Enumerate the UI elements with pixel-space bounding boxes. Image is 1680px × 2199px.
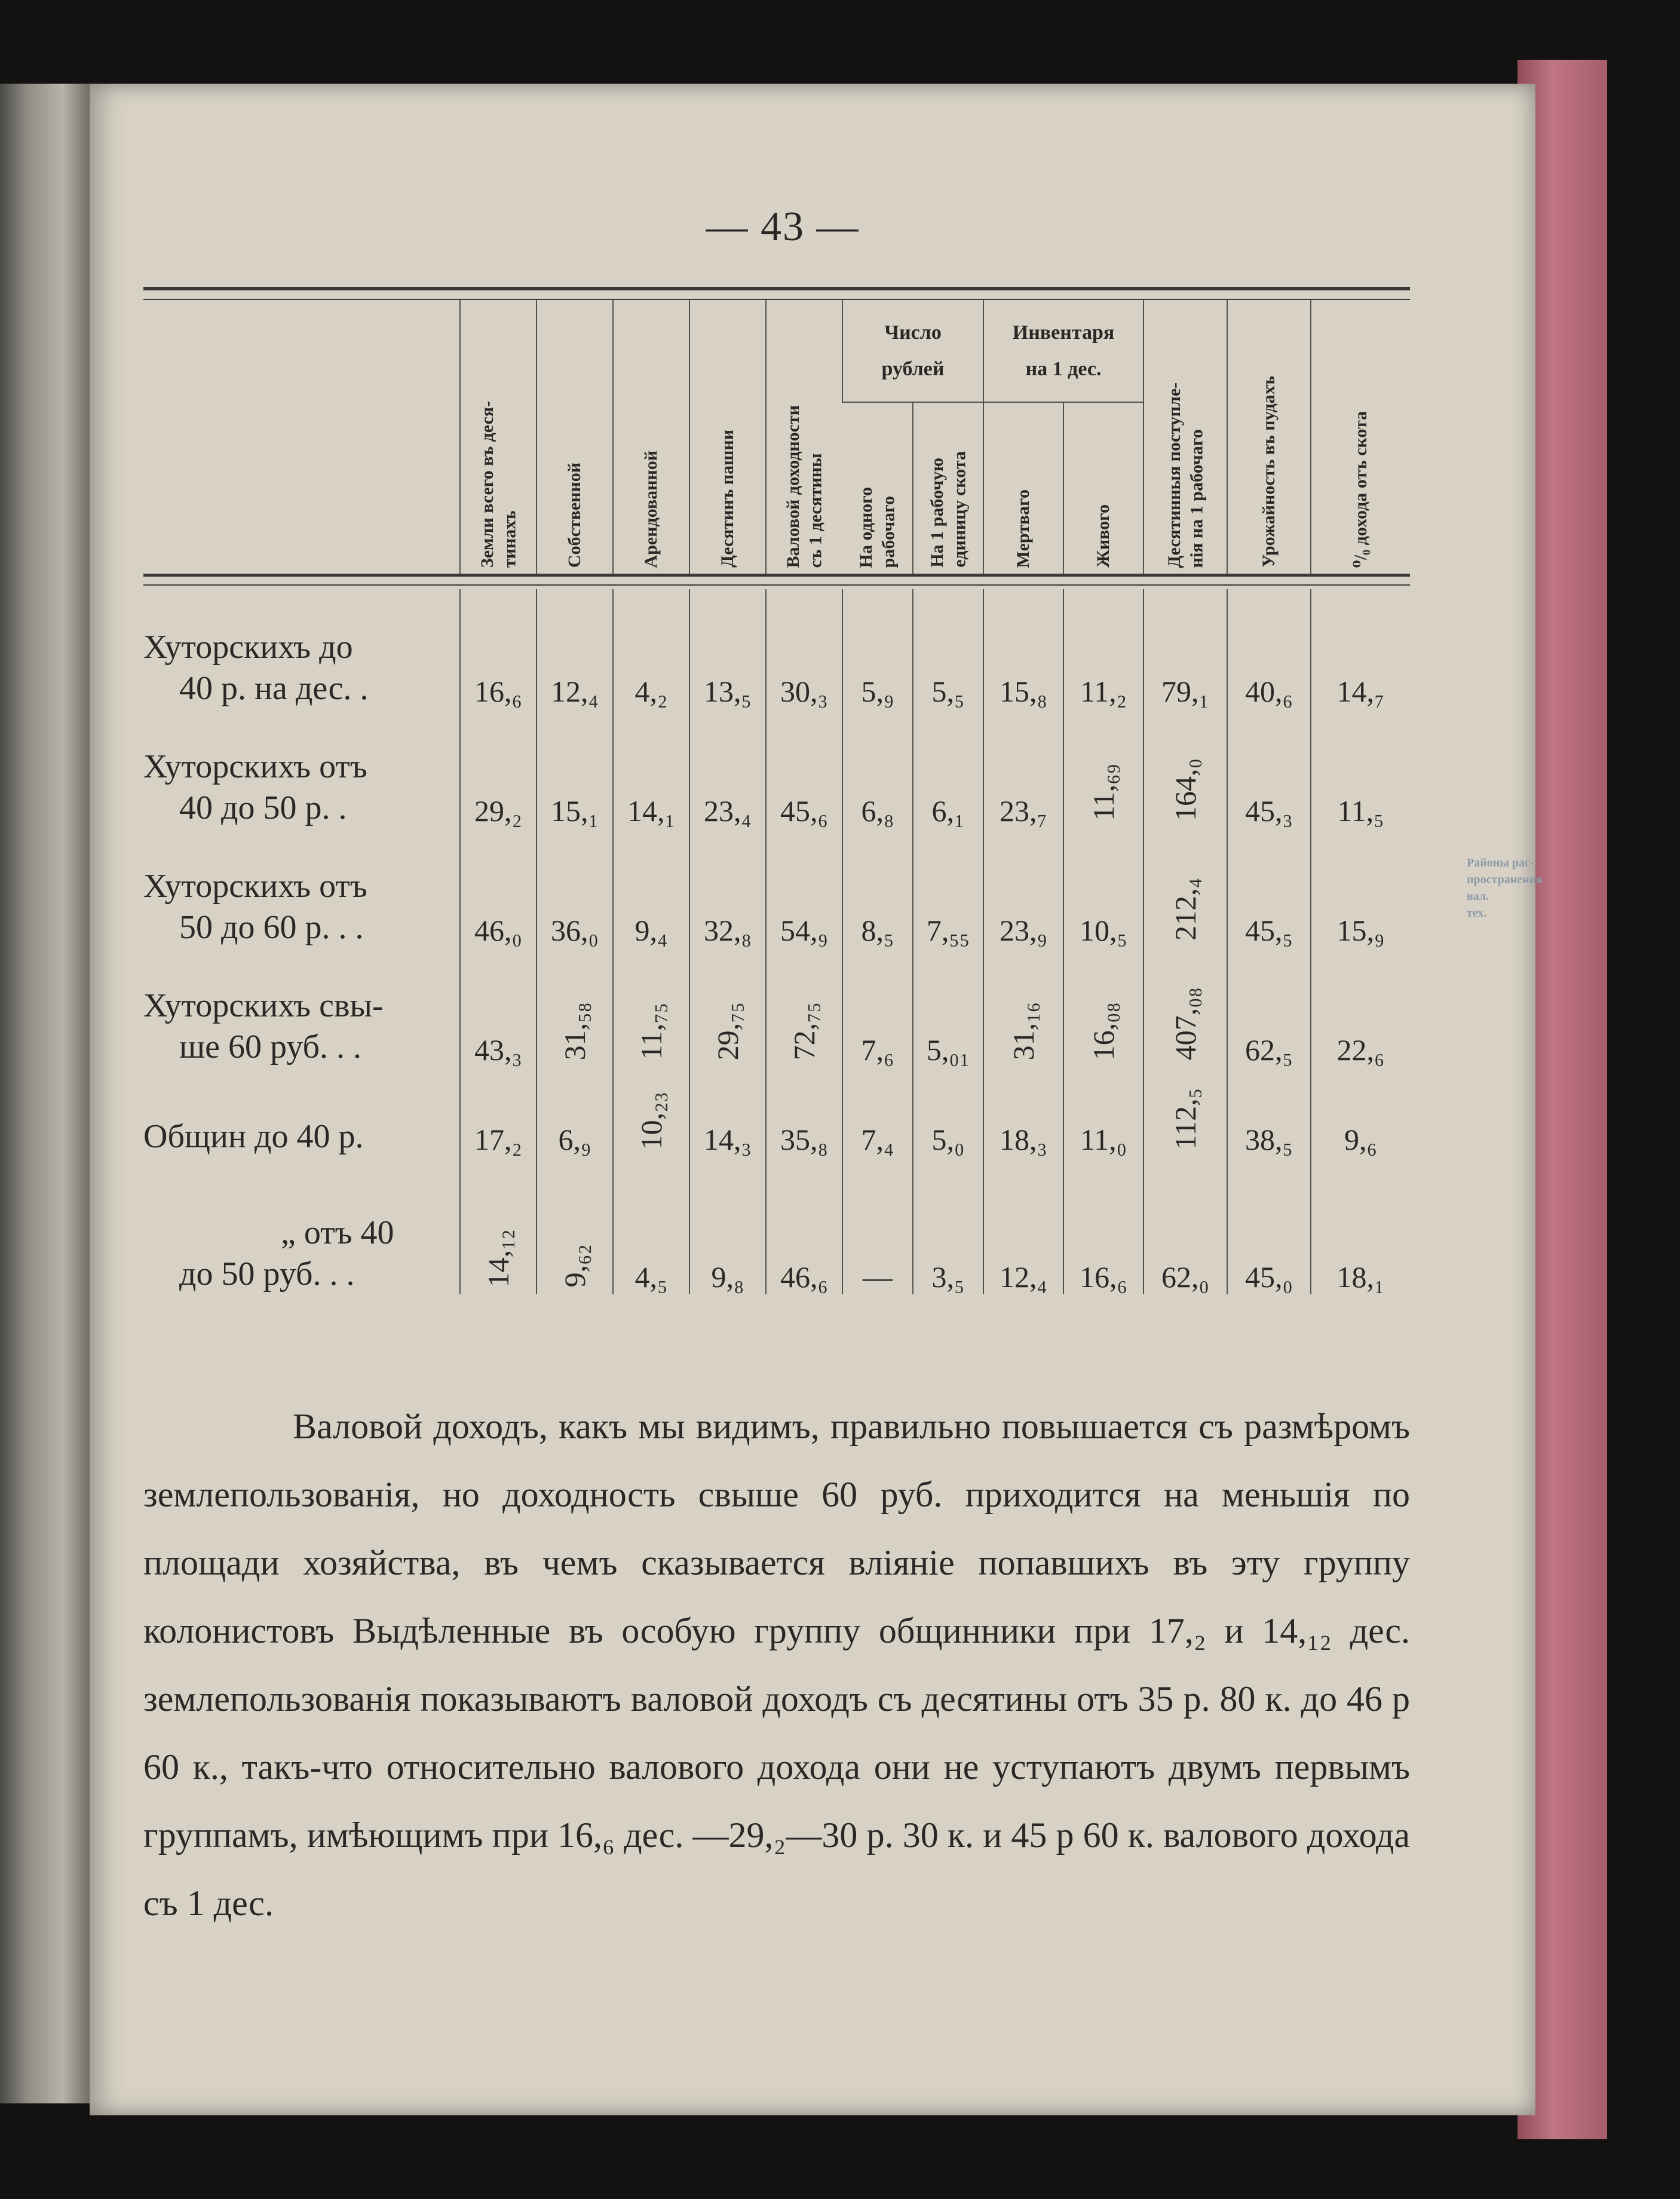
table-header-rule [143,574,1410,577]
table-cell [1143,1067,1227,1157]
header-live-inventory: Живого [1063,402,1143,574]
cell-value: — [863,1260,893,1294]
row-label-line: ше 60 руб. . . [179,1028,361,1065]
table-top-rule [143,287,1410,290]
table-cell [1063,709,1143,828]
table-cell [913,709,983,828]
row-label-line: 40 до 50 р. . [179,789,347,826]
row-label-line: Хуторскихъ свы- [143,987,384,1025]
cell-value: 14,₁ [627,794,675,828]
page-number: — 43 — [706,204,860,250]
table-cell [1143,709,1227,828]
cell-value: 22,₆ [1336,1033,1385,1067]
cell-value: 32,₈ [704,914,752,947]
table-cell [1227,1157,1311,1294]
table-cell [537,709,613,828]
table-cell [983,1157,1063,1294]
table-cell [983,589,1063,709]
table-cell [842,589,913,709]
cell-value: 23,₄ [704,794,752,828]
row-label-line: „ отъ 40 [281,1214,394,1252]
cell-value: 38,₅ [1245,1123,1293,1156]
cell-value: 9,₈ [711,1260,744,1294]
header-per-livestock-unit: На 1 рабочую единицу скота [913,402,983,574]
cell-value: 10,₅ [1080,914,1127,947]
header-livestock-income: ⁰/₀ дохода отъ скота [1311,300,1410,574]
header-gross-income: Валовой доходности съ 1 десятины [766,300,842,574]
table-cell [766,1067,842,1157]
cell-value: 4,₅ [634,1260,668,1294]
cell-value: 30,₃ [780,675,828,708]
table-cell [613,589,689,709]
table-cell [913,948,983,1067]
row-label-line: 50 до 60 р. . . [179,908,364,946]
cell-value: 5,₀ [931,1123,965,1156]
header-dead-inventory: Мертваго [983,402,1063,574]
table-cell [689,1067,766,1157]
table-cell [983,948,1063,1067]
cell-value: 54,₉ [780,914,828,947]
header-group-inventory: Инвентаря на 1 дес. [983,300,1143,402]
table-cell [1311,1157,1410,1294]
table-cell [983,828,1063,948]
cell-value: 16,₆ [1080,1260,1127,1294]
table-cell [460,589,537,709]
table-cell [842,709,913,828]
margin-note: Районы рас- пространения вал. тех. [1467,856,1543,920]
header-rented-land: Арендованной [613,300,689,574]
cell-value: 164,₀ [1169,758,1203,821]
body-paragraph: Валовой доходъ, какъ мы видимъ, правильно повышается съ размѣромъ землепользованія, но доходность свыше 60 руб. приходится на меньшія по площади хозяйства, въ чемъ сказывается вліяніе попавшихъ въ эту группу колонистовъ Выдѣленные въ особую группу общинники при 17,₂ и 14,₁₂ дес. землепользованія показываютъ валовой доходъ съ десятины отъ 35 р. 80 к. до 46 р 60 к., такъ-что относительно валового дохода они не уступаютъ двумъ первымъ группамъ, имѣющимъ при 16,₆ дес. —29,₂—30 р. 30 к. и 45 р 60 к. валового дохода съ 1 дес. [143,1407,1410,1923]
cell-value: 72,₇₅ [787,1002,821,1060]
table-cell [1227,948,1311,1067]
header-own-land: Собственной [537,300,613,574]
table-cell [537,948,613,1067]
table-cell [983,709,1063,828]
table-cell [689,828,766,948]
row-label-line: до 50 руб. . . [179,1255,355,1293]
table-cell [460,1157,537,1294]
cell-value: 45,₅ [1245,914,1293,947]
table-cell [613,1157,689,1294]
header-total-land: Земли всего въ деся- тинахъ [460,300,537,574]
table-cell [1311,828,1410,948]
table-cell [1063,948,1143,1067]
table-row [143,589,1410,709]
table-cell [537,828,613,948]
cell-value: 9,₆ [1344,1123,1377,1156]
table-cell [613,948,689,1067]
cell-value: 45,₀ [1245,1260,1293,1294]
cell-value: 12,₄ [551,675,599,708]
cell-value: 9,₄ [634,914,668,947]
table-cell [913,828,983,948]
cell-value: 13,₅ [704,675,752,708]
cell-value: 5,₅ [931,675,965,708]
cell-value: 407,₀₈ [1169,987,1203,1060]
cell-value: 9,₆₂ [558,1244,591,1287]
row-label [143,1157,460,1294]
table-row [143,828,1410,948]
row-label [143,948,460,1067]
table-cell [460,828,537,948]
cell-value: 212,₄ [1169,878,1203,941]
table-cell [842,828,913,948]
table-row [143,709,1410,828]
header-group-rubles: Число рублей [842,300,983,402]
cell-value: 14,₁₂ [482,1229,515,1287]
table-cell [689,1157,766,1294]
cell-value: 4,₂ [634,675,668,708]
table-cell [842,1067,913,1157]
table-row [143,948,1410,1067]
cell-value: 11,₂ [1080,675,1127,708]
statistics-table [143,300,1410,1294]
cell-value: 45,₆ [780,794,828,828]
cell-value: 45,₃ [1245,794,1293,828]
header-tithe-receipts: Десятинныя поступле- нія на 1 рабочаго [1143,300,1227,574]
table-cell [913,589,983,709]
table-cell [537,1157,613,1294]
cell-value: 46,₆ [780,1260,828,1294]
table-row [143,1067,1410,1157]
table-cell [913,1067,983,1157]
table-cell [1063,828,1143,948]
row-label [143,1067,460,1157]
cell-value: 31,₅₈ [558,1002,591,1060]
table-cell [766,1157,842,1294]
row-label-line: Хуторскихъ отъ [143,748,367,786]
cell-value: 16,₀₈ [1087,1002,1121,1060]
table-cell [766,948,842,1067]
header-per-worker: На одного рабочаго [856,486,899,568]
row-label-line: Общин до 40 р. [143,1117,364,1155]
table-cell [842,1157,913,1294]
cell-value: 5,₀₁ [926,1033,970,1067]
cell-value: 11,₆₉ [1087,764,1121,821]
cell-value: 14,₃ [704,1123,752,1156]
table-cell [842,948,913,1067]
table-row [143,1157,1410,1294]
table-cell [1063,1157,1143,1294]
cell-value: 36,₀ [551,914,599,947]
table-cell [1227,709,1311,828]
table-cell [1227,589,1311,709]
table-cell [1143,828,1227,948]
row-label [143,828,460,948]
cell-value: 12,₄ [1000,1260,1047,1294]
cell-value: 23,₇ [1000,794,1047,828]
table-cell [1063,589,1143,709]
cell-value: 6,₁ [931,794,965,828]
cell-value: 11,₅ [1337,794,1384,828]
table-cell [1227,1067,1311,1157]
table-cell [1311,589,1410,709]
cell-value: 3,₅ [931,1260,965,1294]
row-label [143,589,460,709]
cell-value: 11,₀ [1080,1123,1127,1156]
table-cell [1143,948,1227,1067]
cell-value: 18,₁ [1336,1260,1385,1294]
cell-value: 79,₁ [1161,675,1209,708]
cell-value: 29,₂ [474,794,522,828]
table-header [143,300,1410,589]
cell-value: 18,₃ [1000,1123,1047,1156]
table-cell [689,589,766,709]
cell-value: 17,₂ [474,1123,522,1156]
table-cell [1227,828,1311,948]
cell-value: 11,₇₅ [634,1003,668,1060]
cell-value: 35,₈ [780,1123,828,1156]
table-cell [460,709,537,828]
table-cell [537,1067,613,1157]
cell-value: 10,₂₃ [634,1091,668,1150]
header-arable-land: Десятинъ пашни [689,300,766,574]
cell-value: 40,₆ [1245,675,1293,708]
cell-value: 5,₉ [861,675,894,708]
header-yield: Урожайность въ пудахъ [1227,300,1311,574]
cell-value: 112,₅ [1169,1088,1203,1150]
table-cell [1311,948,1410,1067]
cell-value: 6,₈ [861,794,894,828]
cell-value: 7,₆ [861,1033,894,1067]
table-cell [766,709,842,828]
row-label [143,709,460,828]
table-cell [1311,1067,1410,1157]
table-cell [613,828,689,948]
table-cell [1063,1067,1143,1157]
table-cell [460,1067,537,1157]
cell-value: 15,₁ [551,794,599,828]
table-cell [613,1067,689,1157]
row-label-line: 40 р. на дес. . [179,669,369,707]
table-cell [1311,709,1410,828]
book-page [90,84,1543,2115]
table-cell [766,589,842,709]
cell-value: 43,₃ [474,1033,522,1067]
left-page-edge [0,84,90,2103]
cell-value: 46,₀ [474,914,522,947]
row-label-line: Хуторскихъ отъ [143,868,367,905]
cell-value: 29,₇₅ [711,1002,744,1060]
cell-value: 7,₄ [861,1123,894,1156]
cell-value: 31,₁₆ [1007,1002,1041,1060]
row-label-line: Хуторскихъ до [143,629,353,666]
table-header-rule-thin [143,584,1410,586]
cell-value: 7,₅₅ [926,914,970,947]
table-cell [689,948,766,1067]
table-cell [689,709,766,828]
table-cell [613,709,689,828]
cell-value: 15,₈ [1000,675,1047,708]
table-cell [983,1067,1063,1157]
header-row-label-spacer [143,300,460,574]
cell-value: 62,₀ [1161,1260,1209,1294]
cell-value: 62,₅ [1245,1033,1293,1067]
cell-value: 14,₇ [1336,675,1385,708]
table-cell [913,1157,983,1294]
table-cell [460,948,537,1067]
table-cell [1143,589,1227,709]
table-cell [766,828,842,948]
table-cell [1143,1157,1227,1294]
cell-value: 8,₅ [861,914,894,947]
cell-value: 6,₉ [558,1123,591,1156]
cell-value: 16,₆ [474,675,522,708]
cell-value: 23,₉ [1000,914,1047,947]
table-cell [537,589,613,709]
cell-value: 15,₉ [1336,914,1385,947]
table-body [143,589,1410,1294]
